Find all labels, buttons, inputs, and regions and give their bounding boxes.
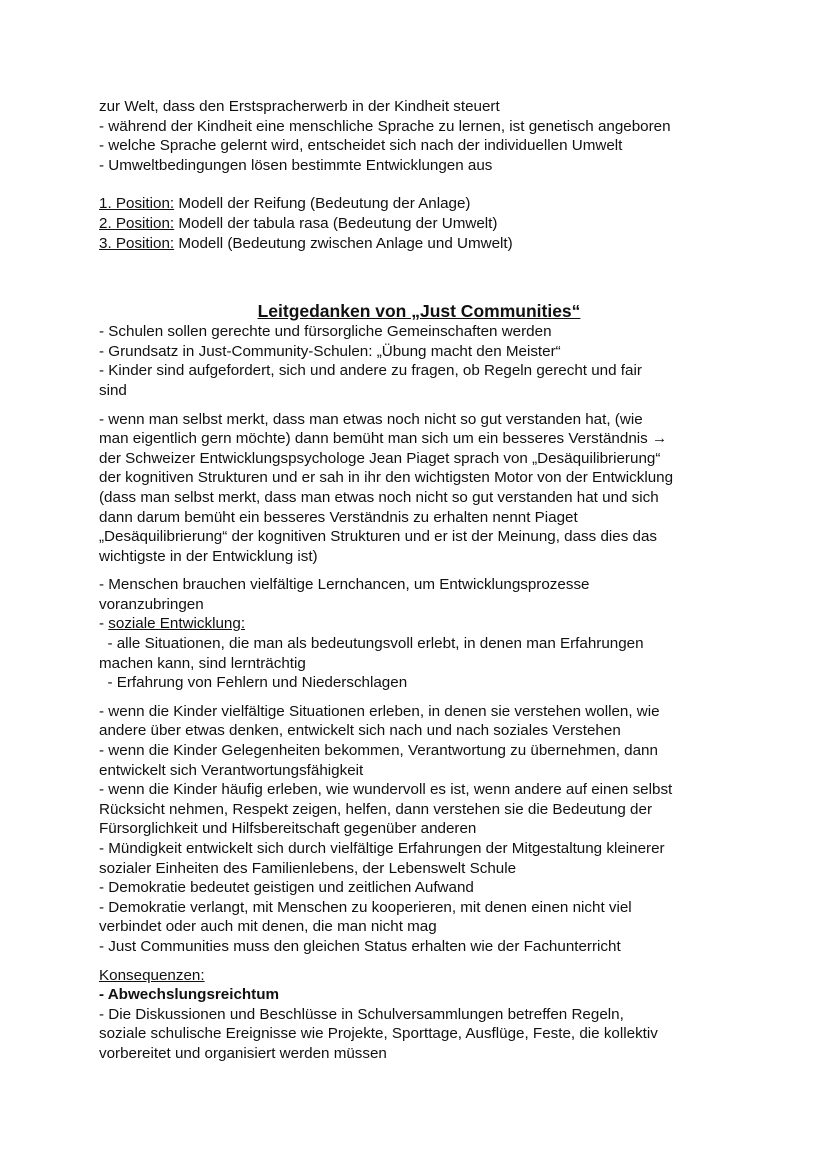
text-line: - Erfahrung von Fehlern und Niederschlagen [99,674,408,692]
text-line: verbindet oder auch mit denen, die man nicht mag [99,918,437,936]
text-line: - während der Kindheit eine menschliche Sprache zu lernen, ist genetisch angeboren [99,117,671,135]
paragraph-principles [99,322,739,400]
text-line: - welche Sprache gelernt wird, entscheidet sich nach der individuellen Umwelt [99,137,623,155]
text-line [99,614,739,634]
consequences-heading: Konsequenzen: [99,966,205,984]
consequences-bold-item: - Abwechslungsreichtum [99,986,280,1004]
text-line: - Mündigkeit entwickelt sich durch vielfältige Erfahrungen der Mitgestaltung kleinerer [99,840,665,857]
position-item [99,194,739,214]
paragraph-social [99,702,739,957]
text-line: vorbereitet und organisiert werden müssen [99,1044,387,1062]
position-item [99,214,739,234]
social-development-label: soziale Entwicklung: [108,615,246,633]
text-line: dann darum bemüht ein besseres Verständnis zu erhalten nennt Piaget [99,508,578,526]
text-line: Rücksicht nehmen, Respekt zeigen, helfen, dann verstehen sie die Bedeutung der [99,800,653,818]
position-label: 2. Position: [99,214,175,232]
position-text: Modell der Reifung (Bedeutung der Anlage) [174,195,471,213]
bullet-prefix: - [99,615,109,633]
text-line: sozialer Einheiten des Familienlebens, der Lebenswelt Schule [99,859,517,877]
intro-block [99,97,739,175]
position-item [99,234,739,254]
text-line: „Desäquilibrierung“ der kognitiven Strukturen und er ist der Meinung, dass dies das [99,528,658,546]
text-line: - Just Communities muss den gleichen Status erhalten wie der Fachunterricht [99,937,621,955]
text-line: zur Welt, dass den Erstspracherwerb in der Kindheit steuert [99,98,500,115]
text-line: - wenn die Kinder Gelegenheiten bekommen, Verantwortung zu übernehmen, dann [99,742,658,760]
text-line: - alle Situationen, die man als bedeutungsvoll erlebt, in denen man Erfahrungen [99,635,644,653]
position-label: 1. Position: [99,195,175,213]
text-line: - Kinder sind aufgefordert, sich und andere zu fragen, ob Regeln gerecht und fair [99,362,642,380]
document-page [99,97,739,1064]
text-line: sind [99,381,127,399]
position-text: Modell (Bedeutung zwischen Anlage und Umwelt) [174,234,513,252]
positions-list [99,194,739,253]
text-line: machen kann, sind lernträchtig [99,654,306,672]
paragraph-piaget [99,410,739,567]
text-line: - Umweltbedingungen lösen bestimmte Entwicklungen aus [99,156,493,174]
text-line: - Schulen sollen gerechte und fürsorgliche Gemeinschaften werden [99,323,552,341]
text-line: andere über etwas denken, entwickelt sich nach und nach soziales Verstehen [99,722,621,740]
text-line: (dass man selbst merkt, dass man etwas noch nicht so gut verstanden hat und sich [99,488,659,506]
text-line: entwickelt sich Verantwortungsfähigkeit [99,761,364,779]
section-title: Leitgedanken von „Just Communities“ [257,301,581,322]
text-line: der Schweizer Entwicklungspsychologe Jean Piaget sprach von „Desäquilibrierung“ [99,449,661,467]
position-text: Modell der tabula rasa (Bedeutung der Umwelt) [174,214,498,232]
text-line: - Demokratie bedeutet geistigen und zeitlichen Aufwand [99,879,474,897]
text-line: - Grundsatz in Just-Community-Schulen: „Übung macht den Meister“ [99,342,561,360]
text-line: Fürsorglichkeit und Hilfsbereitschaft gegenüber anderen [99,820,477,838]
text-line: - Menschen brauchen vielfältige Lernchancen, um Entwicklungsprozesse [99,576,590,594]
text-line: der kognitiven Strukturen und er sah in ihr den wichtigsten Motor von der Entwicklung [99,469,674,487]
consequences-section [99,966,739,1064]
text-line: - wenn die Kinder häufig erleben, wie wundervoll es ist, wenn andere auf einen selbst [99,781,673,799]
text-line: - Demokratie verlangt, mit Menschen zu kooperieren, mit denen einen nicht viel [99,898,632,916]
text-line: - wenn die Kinder vielfältige Situationen erleben, in denen sie verstehen wollen, wie [99,702,660,720]
position-label: 3. Position: [99,234,175,252]
text-line: soziale schulische Ereignisse wie Projekte, Sporttage, Ausflüge, Feste, die kollektiv [99,1025,658,1043]
paragraph-learning [99,575,739,693]
text-line: - Die Diskussionen und Beschlüsse in Schulversammlungen betreffen Regeln, [99,1005,624,1023]
text-line: - wenn man selbst merkt, dass man etwas noch nicht so gut verstanden hat, (wie [99,410,643,428]
text-line: man eigentlich gern möchte) dann bemüht man sich um ein besseres Verständnis → [99,430,668,448]
text-line: wichtigste in der Entwicklung ist) [99,547,318,565]
text-line: voranzubringen [99,595,204,613]
